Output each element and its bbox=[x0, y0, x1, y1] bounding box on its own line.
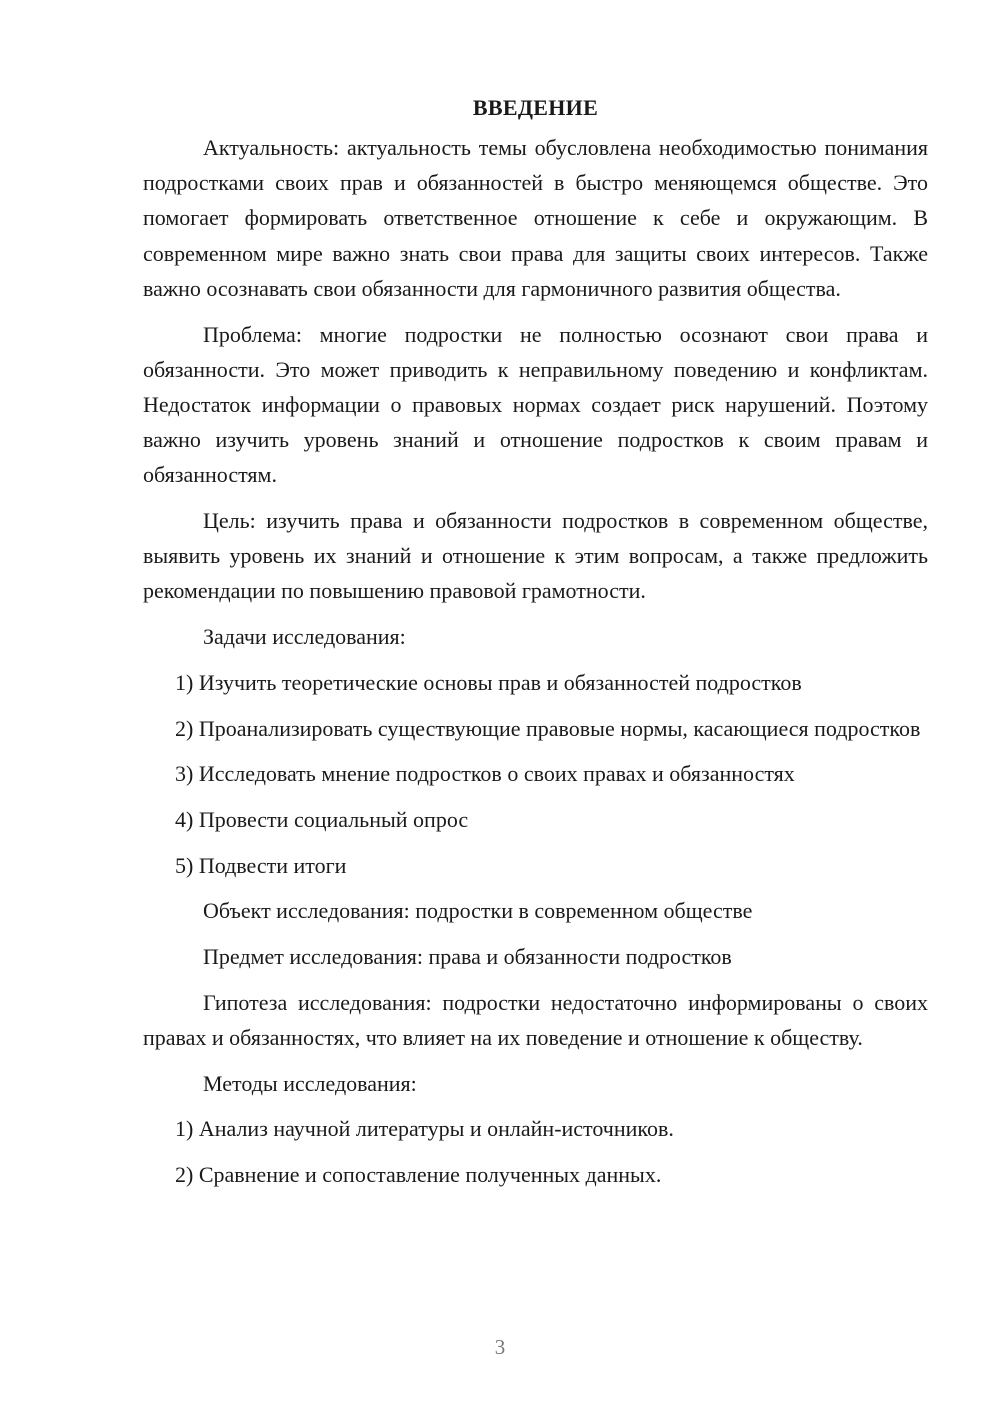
research-object: Объект исследования: подростки в современном обществе bbox=[203, 898, 753, 924]
task-item: 5) Подвести итоги bbox=[175, 852, 347, 878]
goal-paragraph: Цель: изучить права и обязанности подростков в современном обществе, выявить уровень их знаний и отношение к этим вопросам, а также предложить рекомендации по повышению правовой грамотности. bbox=[143, 508, 928, 604]
task-item: 3) Исследовать мнение подростков о своих правах и обязанностях bbox=[175, 761, 795, 787]
tasks-heading: Задачи исследования: bbox=[203, 624, 406, 650]
relevance-paragraph: Актуальность: актуальность темы обусловлена необходимостью понимания подростками своих прав и обязанностей в быстро меняющемся обществе. Это помогает формировать ответственное отношение к себе и окружающим. В современном мире важно знать свои права для защиты своих интересов. Также важно осознавать свои обязанности для гармоничного развития общества. bbox=[143, 135, 928, 301]
problem-paragraph: Проблема: многие подростки не полностью осознают свои права и обязанности. Это может приводить к неправильному поведению и конфликтам. Недостаток информации о правовых нормах создает риск нарушений. Поэтому важно изучить уровень знаний и отношение подростков к своим правам и обязанностям. bbox=[143, 321, 928, 488]
task-item: 1) Изучить теоретические основы прав и обязанностей подростков bbox=[175, 669, 802, 695]
method-item: 1) Анализ научной литературы и онлайн-источников. bbox=[175, 1116, 674, 1142]
task-item: 4) Провести социальный опрос bbox=[175, 806, 469, 832]
methods-heading: Методы исследования: bbox=[203, 1070, 417, 1096]
task-item: 2) Проанализировать существующие правовые нормы, касающиеся подростков bbox=[175, 715, 921, 741]
section-heading: ВВЕДЕНИЕ bbox=[472, 95, 599, 120]
page-number: 3 bbox=[494, 1335, 506, 1359]
research-hypothesis: Гипотеза исследования: подростки недостаточно информированы о своих правах и обязанностях, что влияет на их поведение и отношение к обществу. bbox=[143, 989, 928, 1050]
method-item: 2) Сравнение и сопоставление полученных данных. bbox=[175, 1162, 662, 1188]
document-page bbox=[143, 92, 928, 1203]
research-subject: Предмет исследования: права и обязанности подростков bbox=[203, 944, 732, 970]
